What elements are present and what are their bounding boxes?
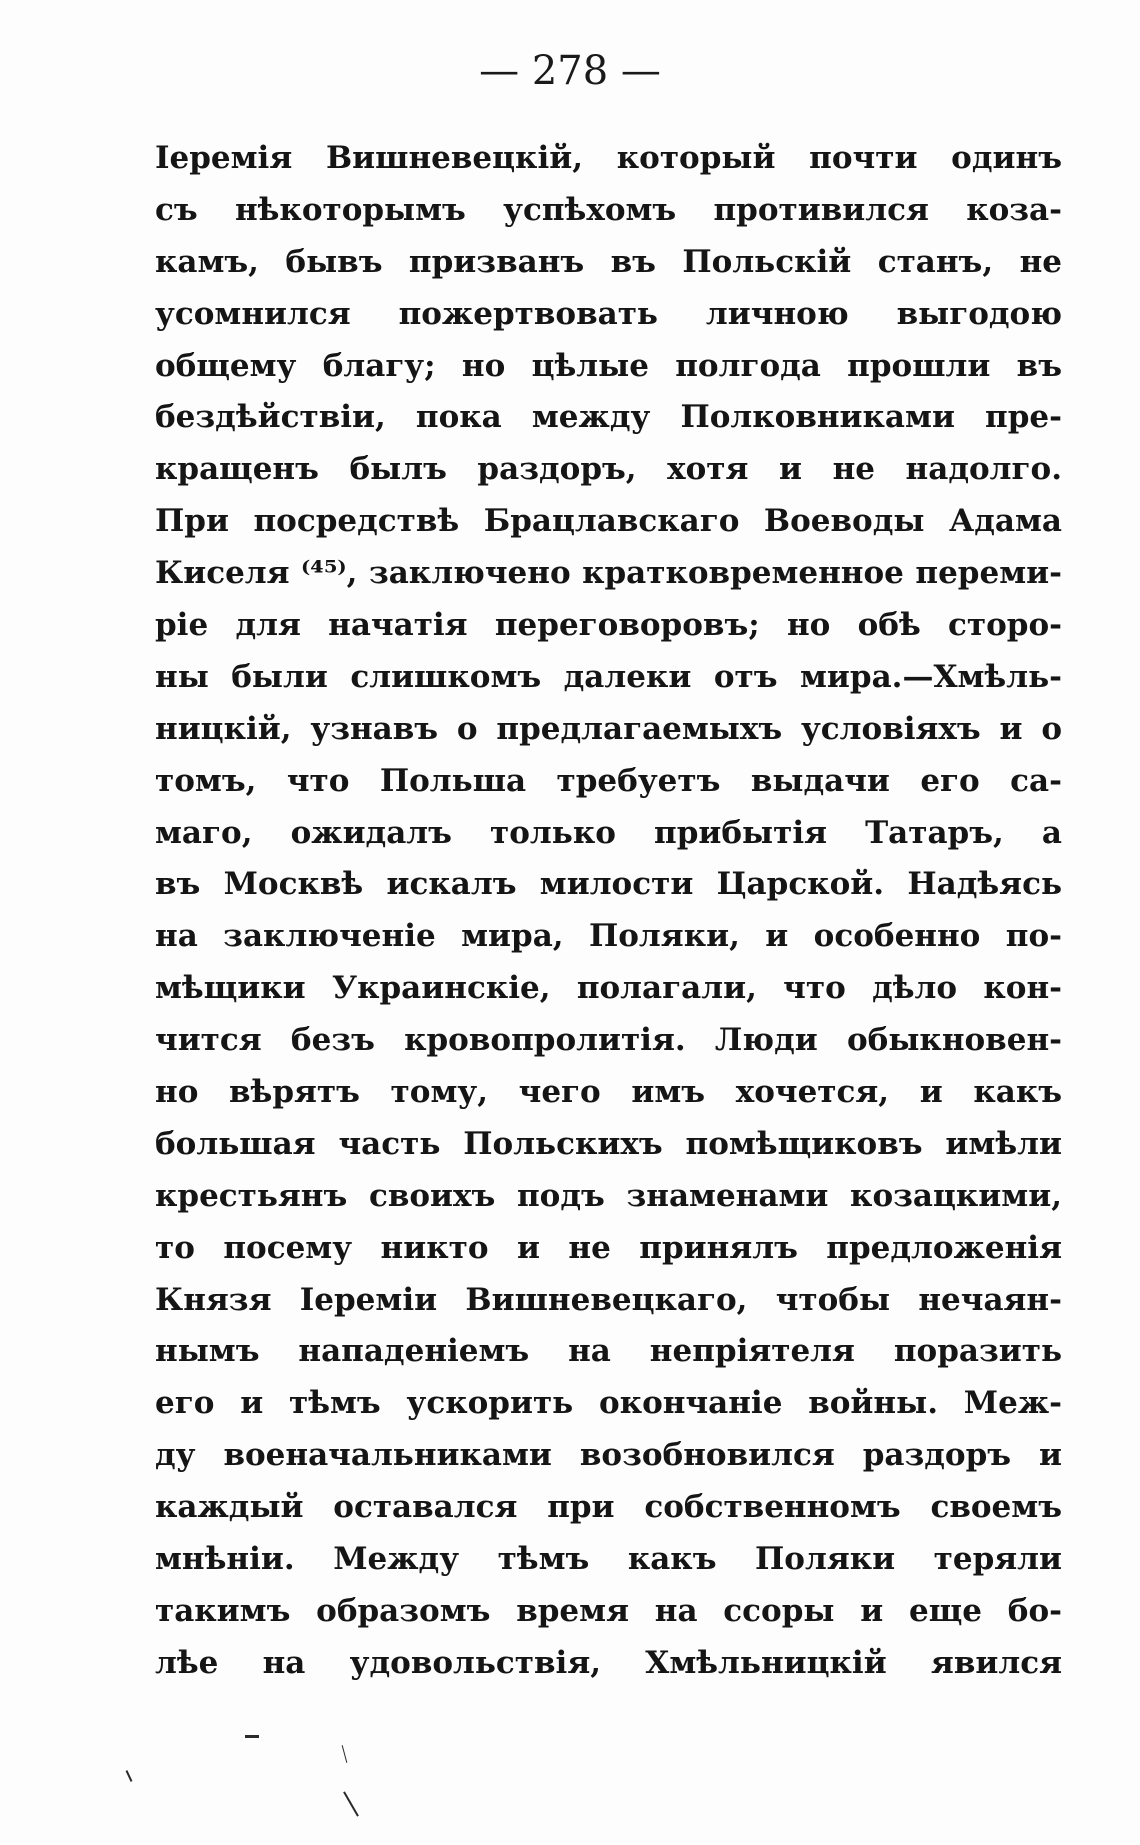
scan-speck (342, 1745, 348, 1763)
text-line: томъ, что Польша требуетъ выдачи его са- (155, 762, 1062, 799)
text-line: мнѣніи. Между тѣмъ какъ Поляки теряли (155, 1541, 1062, 1578)
text-line: маго, ожидалъ только прибытія Татаръ, а (155, 814, 1062, 851)
text-line: каждый оставался при собственномъ своемъ (155, 1489, 1062, 1526)
text-line: ны были слишкомъ далеки отъ мира.—Хмѣль- (155, 658, 1062, 695)
text-line: чится безъ кровопролитія. Люди обыкновен- (155, 1022, 1062, 1059)
text-line: его и тѣмъ ускорить окончаніе войны. Меж- (155, 1385, 1062, 1422)
text-line: то посему никто и не принялъ предложенія (155, 1229, 1062, 1266)
text-line: съ нѣкоторымъ успѣхомъ противился коза- (155, 191, 1062, 228)
text-line: Князя Іереміи Вишневецкаго, чтобы нечаян- (155, 1281, 1062, 1318)
text-line: нымъ нападеніемъ на непріятеля поразить (155, 1333, 1062, 1370)
text-line: такимъ образомъ время на ссоры и еще бо- (155, 1592, 1062, 1629)
text-line: При посредствѣ Брацлавскаго Воеводы Адама (155, 503, 1062, 540)
text-line: мѣщики Украинскіе, полагали, что дѣло кон- (155, 970, 1062, 1007)
text-line: лѣе на удовольствія, Хмѣльницкій явился (155, 1644, 1062, 1681)
text-line: бездѣйствіи, пока между Полковниками пре- (155, 399, 1062, 436)
text-line: но вѣрятъ тому, чего имъ хочется, и какъ (155, 1074, 1062, 1111)
text-line: Іеремія Вишневецкій, который почти одинъ (155, 140, 1062, 176)
text-line: кращенъ былъ раздоръ, хотя и не надолго. (155, 451, 1062, 488)
scan-speck (343, 1791, 359, 1816)
text-line: въ Москвѣ искалъ милости Царской. Надѣясь (155, 866, 1062, 903)
text-line: общему благу; но цѣлые полгода прошли въ (155, 347, 1062, 384)
text-line: ницкій, узнавъ о предлагаемыхъ условіяхъ и о (155, 710, 1062, 747)
body-text (155, 133, 1062, 1690)
text-line: крестьянъ своихъ подъ знаменами козацкими, (155, 1177, 1062, 1214)
text-line: усомнился пожертвовать личною выгодою (155, 295, 1062, 332)
text-line: Киселя ⁽⁴⁵⁾, заключено кратковременное переми- (155, 555, 1062, 592)
text-line: ріе для начатія переговоровъ; но обѣ сторо- (155, 607, 1062, 644)
scan-speck (126, 1770, 133, 1782)
text-line: ду военачальниками возобновился раздоръ и (155, 1437, 1062, 1474)
scan-speck (245, 1735, 259, 1738)
text-line: на заключеніе мира, Поляки, и особенно по- (155, 918, 1062, 955)
page-number: — 278 — (479, 48, 661, 94)
text-line: большая часть Польскихъ помѣщиковъ имѣли (155, 1125, 1062, 1162)
text-line: камъ, бывъ призванъ въ Польскій станъ, не (155, 243, 1062, 280)
